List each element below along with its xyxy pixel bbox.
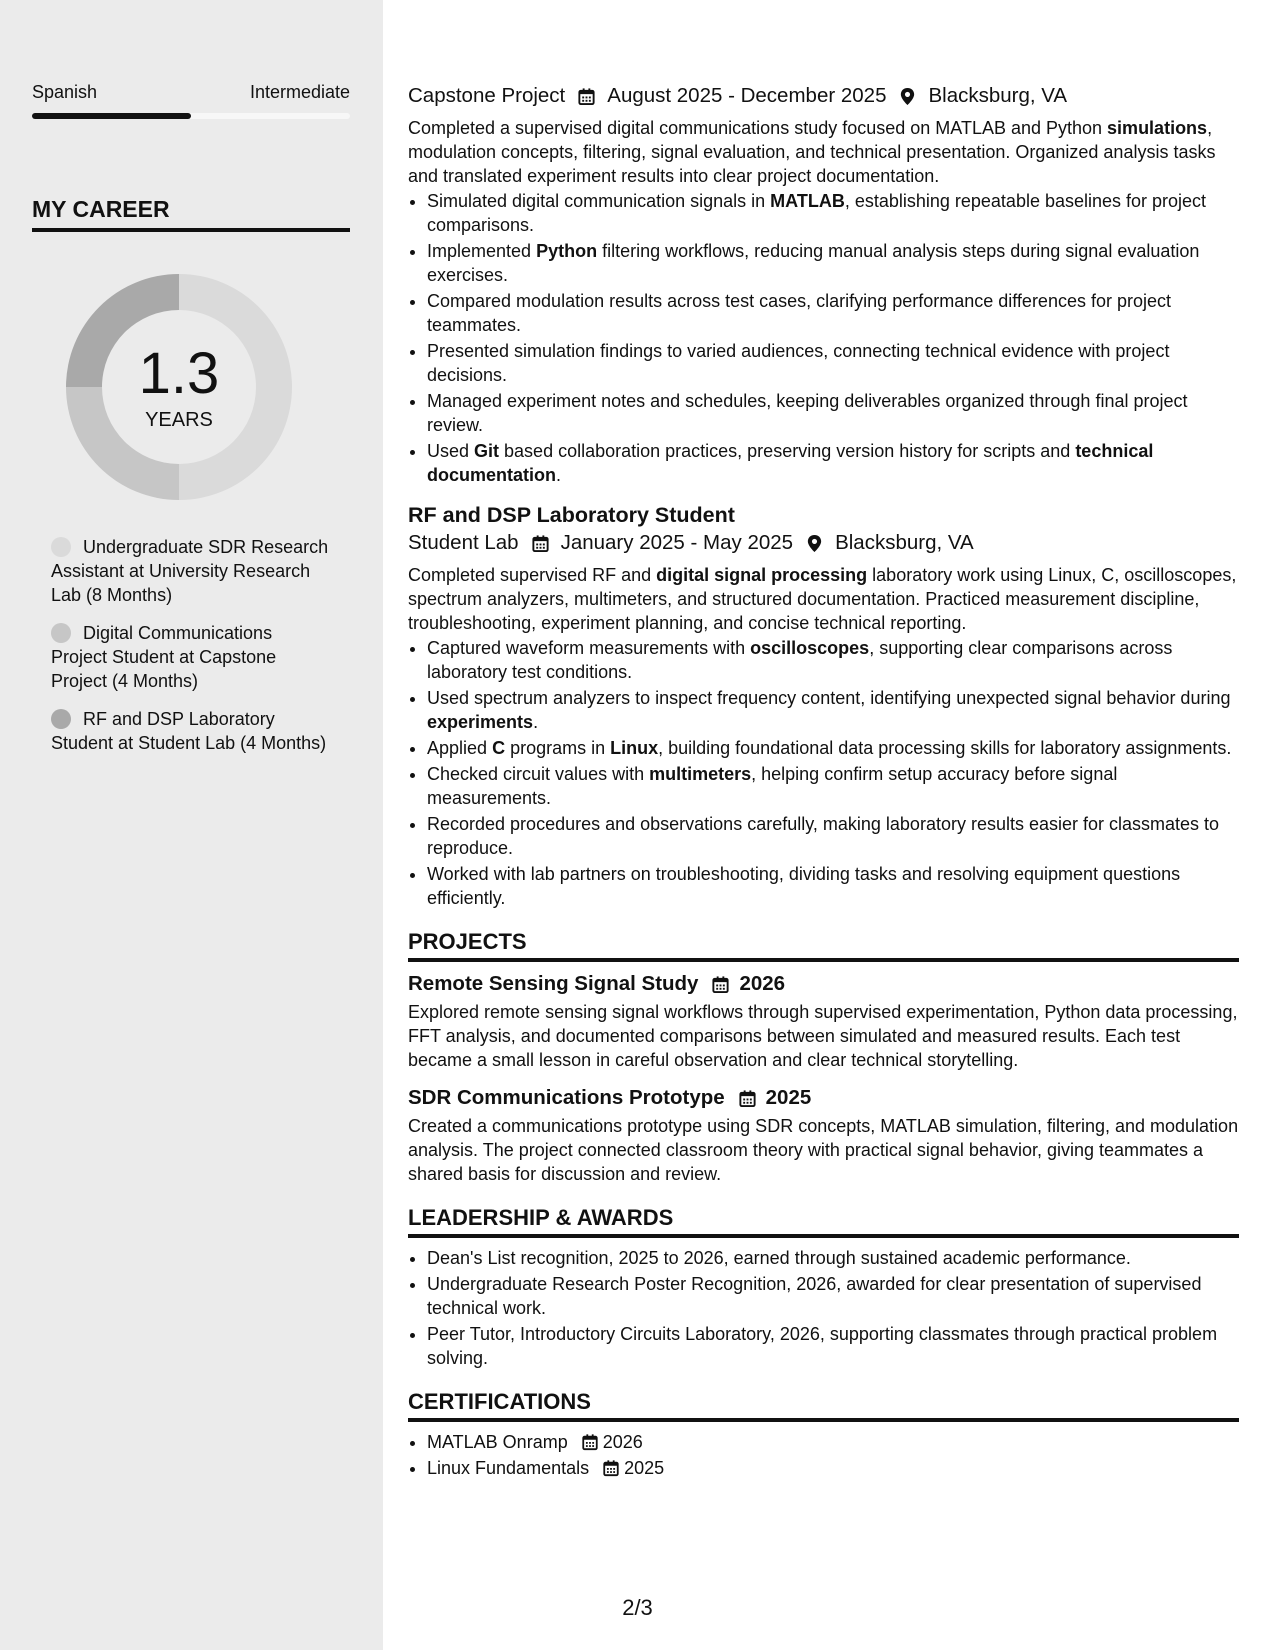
list-item: • Simulated digital communication signals in MATLAB, establishing repeatable baselines for project comparisons. — [427, 189, 1239, 237]
career-legend — [51, 535, 331, 769]
career-legend-item: Digital Communications Project Student at Capstone Project (4 Months) — [51, 623, 277, 691]
calendar-icon — [531, 534, 550, 553]
list-item: • Undergraduate Research Poster Recognition, 2026, awarded for clear presentation of supervised technical work. — [427, 1272, 1239, 1320]
list-item: • MATLAB Onramp 2026 — [427, 1430, 1239, 1454]
calendar-icon — [738, 1089, 757, 1108]
career-heading: MY CAREER — [32, 196, 350, 232]
language-level: Intermediate — [249, 82, 350, 102]
language-name: Spanish — [32, 82, 98, 102]
job1-bullets — [408, 189, 1239, 487]
list-item: • Recorded procedures and observations carefully, making laboratory results easier for classmates to reproduce. — [427, 812, 1239, 860]
job2-dates: January 2025 - May 2025 — [560, 531, 794, 554]
calendar-icon — [711, 975, 730, 994]
list-item: • Captured waveform measurements with oscilloscopes, supporting clear comparisons across laboratory test conditions. — [427, 636, 1239, 684]
language-row — [32, 82, 350, 103]
legend-dot-icon — [51, 623, 71, 643]
job2-org: Student Lab — [408, 531, 519, 554]
career-total-value: 1.3 — [138, 341, 220, 406]
project-title: Remote Sensing Signal Study 2026 — [408, 972, 786, 995]
leadership-heading: LEADERSHIP & AWARDS — [408, 1204, 1239, 1238]
job1-org: Capstone Project — [408, 84, 566, 107]
certifications-list — [408, 1430, 1239, 1480]
location-pin-icon — [898, 87, 917, 106]
location-pin-icon — [805, 534, 824, 553]
list-item: • Dean's List recognition, 2025 to 2026, earned through sustained academic performance. — [427, 1246, 1239, 1270]
list-item: • Managed experiment notes and schedules, keeping deliverables organized through final project review. — [427, 389, 1239, 437]
job2-location: Blacksburg, VA — [835, 531, 974, 554]
job1-meta — [408, 82, 1239, 110]
job1-location: Blacksburg, VA — [928, 84, 1068, 107]
list-item: • Compared modulation results across test cases, clarifying performance differences for project teammates. — [427, 289, 1239, 337]
sidebar — [0, 0, 383, 1650]
job2-meta — [408, 529, 1239, 557]
list-item: • Presented simulation findings to varied audiences, connecting technical evidence with project decisions. — [427, 339, 1239, 387]
projects-heading: PROJECTS — [408, 928, 1239, 962]
project-title: SDR Communications Prototype 2025 — [408, 1086, 812, 1109]
project-description: Explored remote sensing signal workflows through supervised experimentation, Python data processing, FFT analysis, and documented comparisons between simulated and measured results. Each test became a small lesson in careful observation and clear technical storytelling. — [408, 1002, 1238, 1070]
job1-dates: August 2025 - December 2025 — [607, 84, 887, 107]
list-item: • Applied C programs in Linux, building foundational data processing skills for laboratory assignments. — [427, 736, 1239, 760]
job1-summary: Completed a supervised digital communications study focused on MATLAB and Python simulations, modulation concepts, filtering, signal evaluation, and technical presentation. Organized analysis tasks and translated experiment results into clear project documentation. — [408, 118, 1216, 186]
list-item: • Worked with lab partners on troubleshooting, dividing tasks and resolving equipment questions efficiently. — [427, 862, 1239, 910]
main-content — [408, 82, 1239, 1482]
language-proficiency-fill — [32, 113, 191, 119]
job2-title: RF and DSP Laboratory Student — [408, 503, 735, 527]
leadership-list — [408, 1246, 1239, 1370]
job2-summary: Completed supervised RF and digital signal processing laboratory work using Linux, C, oscilloscopes, spectrum analyzers, multimeters, and structured documentation. Practiced measurement discipline, troubleshooting, experiment planning, and concise technical reporting. — [408, 565, 1237, 633]
legend-dot-icon — [51, 537, 71, 557]
job2-bullets — [408, 636, 1239, 910]
language-proficiency-bar — [32, 113, 350, 119]
list-item: • Checked circuit values with multimeters, helping confirm setup accuracy before signal measurements. — [427, 762, 1239, 810]
list-item: • Used spectrum analyzers to inspect frequency content, identifying unexpected signal behavior during experiments. — [427, 686, 1239, 734]
career-legend-item: Undergraduate SDR Research Assistant at University Research Lab (8 Months) — [51, 537, 329, 605]
career-legend-item: RF and DSP Laboratory Student at Student Lab (4 Months) — [51, 709, 327, 753]
list-item: • Implemented Python filtering workflows, reducing manual analysis steps during signal evaluation exercises. — [427, 239, 1239, 287]
project-description: Created a communications prototype using SDR concepts, MATLAB simulation, filtering, and modulation analysis. The project connected classroom theory with practical signal behavior, giving teammates a shared basis for discussion and review. — [408, 1116, 1239, 1184]
calendar-icon — [602, 1459, 620, 1477]
list-item: • Peer Tutor, Introductory Circuits Laboratory, 2026, supporting classmates through practical problem solving. — [427, 1322, 1239, 1370]
certifications-heading: CERTIFICATIONS — [408, 1388, 1239, 1422]
calendar-icon — [581, 1433, 599, 1451]
calendar-icon — [577, 87, 596, 106]
legend-dot-icon — [51, 709, 71, 729]
page-number: 2/3 — [622, 1595, 653, 1620]
career-total-unit: YEARS — [145, 409, 213, 431]
list-item: • Linux Fundamentals 2025 — [427, 1456, 1239, 1480]
list-item: • Used Git based collaboration practices, preserving version history for scripts and technical documentation. — [427, 439, 1239, 487]
